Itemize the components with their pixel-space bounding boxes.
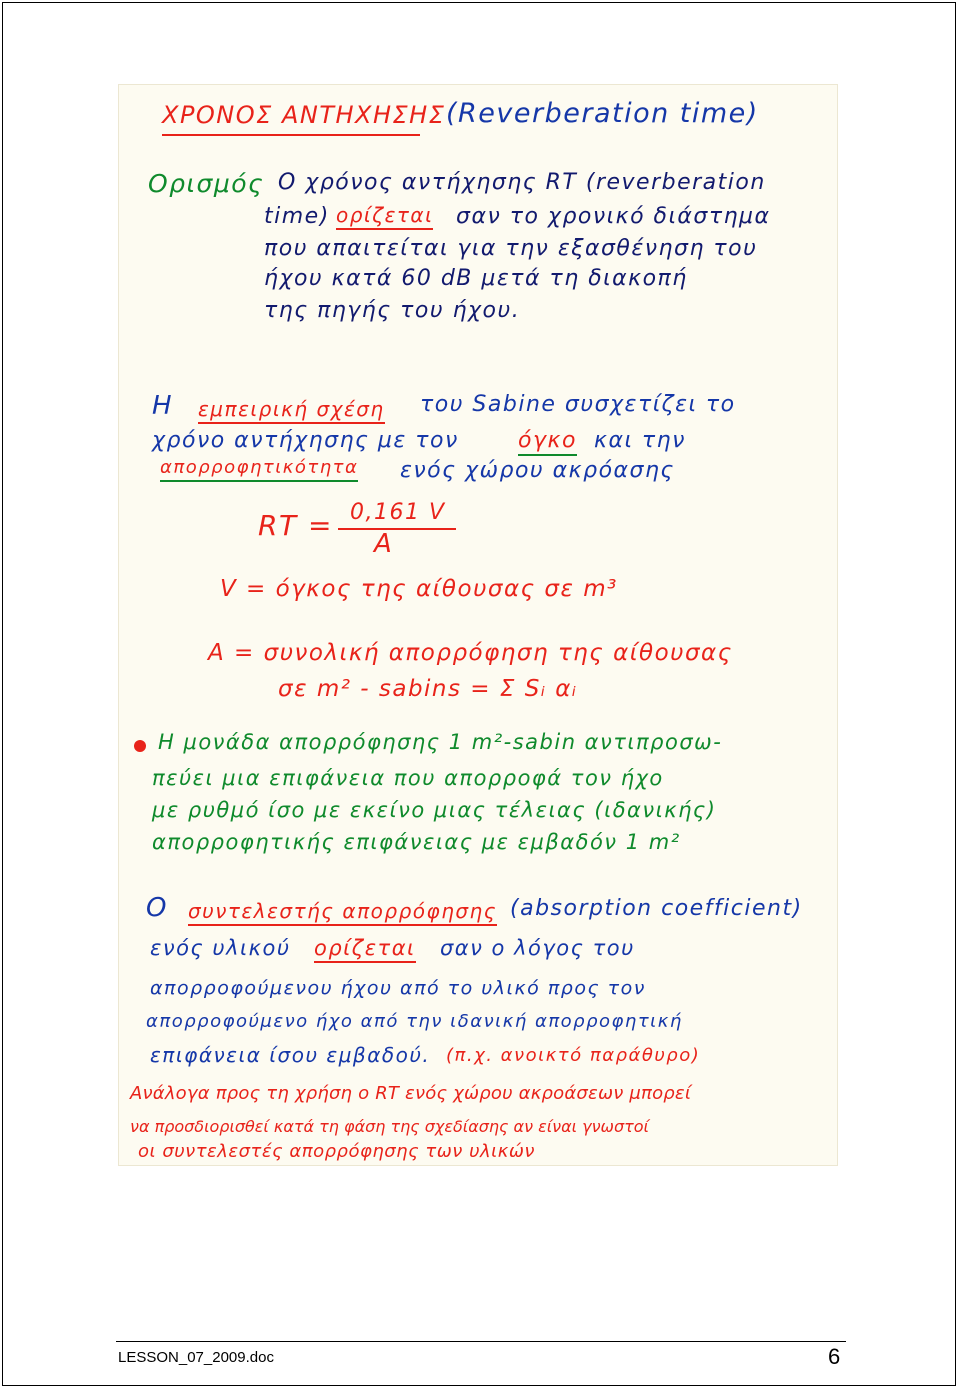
- definition-key-term: ορίζεται: [336, 204, 433, 230]
- definition-line-1: Ο χρόνος αντήχησης RT (reverberation: [278, 170, 766, 195]
- coefficient-line-3: απορροφούμενου ήχου από το υλικό προς τον: [150, 977, 646, 999]
- sabine-line-2b: και την: [594, 428, 686, 453]
- title-greek: ΧΡΟΝΟΣ ΑΝΤΗΧΗΣΗΣ: [162, 101, 446, 129]
- unit-note-line-3: με ρυθμό ίσο με εκείνο μιας τέλειας (ιδανικής): [152, 798, 717, 822]
- formula-denominator: A: [374, 529, 394, 559]
- definition-line-2b: σαν το χρονικό διάστημα: [456, 204, 771, 229]
- coefficient-line-5: επιφάνεια ίσου εμβαδού.: [150, 1043, 431, 1067]
- variable-v: V = όγκος της αίθουσας σε m³: [220, 576, 618, 602]
- page-number: 6: [828, 1344, 841, 1369]
- title-underline: [162, 134, 420, 136]
- coefficient-example: (π.χ. ανοικτό παράθυρο): [446, 1045, 701, 1066]
- closing-line-2: να προσδιορισθεί κατά τη φάση της σχεδίασης αν είναι γνωστοί: [130, 1117, 649, 1136]
- coefficient-defined: ορίζεται: [314, 936, 416, 963]
- definition-line-5: της πηγής του ήχου.: [264, 298, 521, 323]
- unit-note-line-2: πεύει μια επιφάνεια που απορροφά τον ήχο: [152, 766, 664, 790]
- coefficient-term: συντελεστής απορρόφησης: [188, 900, 497, 926]
- sabine-volume: όγκο: [518, 428, 577, 456]
- handwritten-sheet: [118, 84, 838, 1166]
- formula-fraction-line: [338, 528, 456, 530]
- closing-line-1: Ανάλογα προς τη χρήση ο RT ενός χώρου ακροάσεων μπορεί: [130, 1083, 692, 1104]
- footer-filename: LESSON_07_2009.doc: [118, 1349, 274, 1366]
- unit-note-line-1: Η μονάδα απορρόφησης 1 m²-sabin αντιπροσω-: [158, 730, 723, 754]
- footer-rule: [116, 1341, 846, 1342]
- variable-a-line-1: A = συνολική απορρόφηση της αίθουσας: [208, 640, 733, 666]
- formula-numerator: 0,161 V: [350, 500, 446, 525]
- coefficient-o: Ο: [146, 893, 168, 923]
- sabine-line-1: του Sabine συσχετίζει το: [420, 392, 736, 417]
- coefficient-line-4: απορροφούμενο ήχο από την ιδανική απορροφητική: [146, 1011, 683, 1032]
- definition-line-2a: time): [264, 204, 330, 229]
- formula-lhs: RT =: [258, 509, 333, 542]
- definition-line-3: που απαιτείται για την εξασθένηση του: [264, 236, 758, 261]
- coefficient-english: (absorption coefficient): [510, 896, 803, 921]
- unit-note-line-4: απορροφητικής επιφάνειας με εμβαδόν 1 m²: [152, 830, 681, 854]
- unit-note-bullet: [134, 740, 146, 752]
- closing-line-3: οι συντελεστές απορρόφησης των υλικών: [138, 1141, 535, 1162]
- definition-label: Ορισμός: [148, 169, 265, 198]
- sabine-h: Η: [152, 391, 174, 421]
- sabine-line-2: χρόνο αντήχησης με τον: [152, 428, 459, 453]
- sabine-line-3: ενός χώρου ακρόασης: [400, 458, 675, 483]
- coefficient-line-2a: ενός υλικού: [150, 936, 291, 960]
- variable-a-line-2: σε m² - sabins = Σ Sᵢ αᵢ: [278, 676, 578, 702]
- title-english: (Reverberation time): [446, 98, 759, 129]
- definition-line-4: ήχου κατά 60 dB μετά τη διακοπή: [264, 266, 688, 291]
- coefficient-line-2b: σαν ο λόγος του: [440, 936, 635, 960]
- sabine-empirical: εμπειρική σχέση: [198, 398, 385, 424]
- sabine-absorptivity: απορροφητικότητα: [160, 458, 358, 482]
